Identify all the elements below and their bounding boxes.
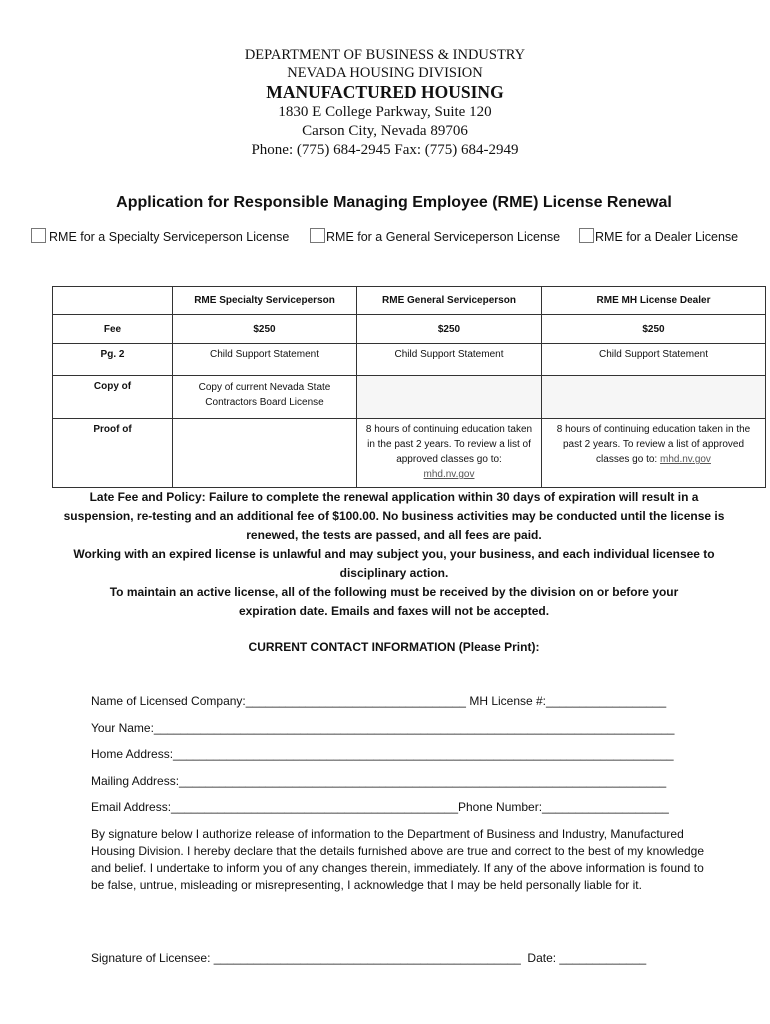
option-specialty-label: RME for a Specialty Serviceperson License: [49, 230, 290, 244]
copy-of-specialty: Copy of current Nevada State Contractors Board License: [173, 376, 357, 419]
checkbox-general[interactable]: [310, 228, 325, 243]
mailing-address-field-line[interactable]: Mailing Address:_________________________________________________________________________: [91, 774, 667, 788]
header-cell-dealer: RME MH License Dealer: [542, 287, 766, 315]
company-field-line[interactable]: Name of Licensed Company:_________________________________ MH License #:__________________: [91, 694, 667, 708]
policy-paragraph-1: Late Fee and Policy: Failure to complete the renewal application within 30 days of expiration will result in a suspension, re-testing and an additional fee of $100.00. No business activities may be conducted until the license is renewed, the tests are passed, and all fees are paid.: [63, 490, 725, 542]
table-row-fee: [53, 315, 766, 344]
pg2-general: Child Support Statement: [357, 344, 542, 376]
proof-of-specialty: [173, 419, 357, 488]
proof-of-general-text: 8 hours of continuing education taken in the past 2 years. To review a list of approved classes go to:: [365, 424, 533, 465]
pg2-dealer: Child Support Statement: [542, 344, 766, 376]
header-cell-specialty: RME Specialty Serviceperson: [173, 287, 357, 315]
option-specialty[interactable]: [31, 229, 289, 244]
requirements-table: [52, 286, 766, 488]
home-address-field-line[interactable]: Home Address:___________________________________________________________________________: [91, 747, 674, 761]
option-general-label: RME for a General Serviceperson License: [326, 230, 561, 244]
contact-heading: CURRENT CONTACT INFORMATION (Please Print):: [248, 640, 540, 654]
option-general[interactable]: [310, 229, 560, 244]
option-dealer-label: RME for a Dealer License: [595, 230, 739, 244]
proof-of-dealer: [542, 419, 766, 488]
letterhead: [0, 46, 770, 160]
phone-fax: Phone: (775) 684-2945 Fax: (775) 684-2949: [251, 142, 519, 158]
form-title: Application for Responsible Managing Employee (RME) License Renewal: [116, 194, 672, 211]
checkbox-specialty[interactable]: [31, 228, 46, 243]
option-dealer[interactable]: [579, 229, 738, 244]
division-name: NEVADA HOUSING DIVISION: [287, 65, 483, 81]
row-label-pg2: Pg. 2: [53, 344, 173, 376]
fee-general: $250: [357, 315, 542, 344]
signature-date-line[interactable]: Signature of Licensee: ______________________________________________ Date: _____________: [91, 951, 647, 965]
policy-paragraph-2: Working with an expired license is unlawful and may subject you, your business, and each individual licensee to disciplinary action.: [73, 547, 715, 580]
your-name-field-line[interactable]: Your Name:______________________________________________________________________________: [91, 721, 675, 735]
header-cell-general: RME General Serviceperson: [357, 287, 542, 315]
fee-dealer: $250: [542, 315, 766, 344]
fee-specialty: $250: [173, 315, 357, 344]
copy-of-dealer: [542, 376, 766, 419]
declaration-paragraph: By signature below I authorize release of information to the Department of Business and Industry, Manufactured Housing Division. I hereby declare that the details furnished above are true and correct to the best of my knowledge and belief. I undertake to inform you of any changes therein, immediately. If any of the above information is found to be false, untrue, misleading or misrepresenting, I acknowledge that I may be held personally liable for it.: [91, 827, 705, 892]
email-phone-field-line[interactable]: Email Address:___________________________________________Phone Number:___________________: [91, 800, 669, 814]
table-row-pg2: [53, 344, 766, 376]
proof-of-dealer-text: 8 hours of continuing education taken in the past 2 years. To review a list of approved classes go to:: [556, 424, 751, 465]
table-row-copy-of: [53, 376, 766, 419]
row-label-proof-of: Proof of: [53, 419, 173, 488]
row-label-fee: Fee: [53, 315, 173, 344]
pg2-specialty: Child Support Statement: [173, 344, 357, 376]
street-address: 1830 E College Parkway, Suite 120: [278, 104, 492, 120]
table-row-proof-of: [53, 419, 766, 488]
city-address: Carson City, Nevada 89706: [302, 123, 468, 139]
proof-of-general: [357, 419, 542, 488]
late-fee-policy: [60, 488, 728, 621]
header-cell-blank: [53, 287, 173, 315]
checkbox-dealer[interactable]: [579, 228, 594, 243]
table-header-row: [53, 287, 766, 315]
mhd-link-general[interactable]: mhd.nv.gov: [423, 469, 475, 480]
mhd-link-dealer[interactable]: mhd.nv.gov: [659, 454, 711, 465]
policy-paragraph-3: To maintain an active license, all of the following must be received by the division on or before your expiration date. Emails and faxes will not be accepted.: [109, 585, 679, 618]
copy-of-general: [357, 376, 542, 419]
section-name: MANUFACTURED HOUSING: [266, 82, 504, 102]
row-label-copy-of: Copy of: [53, 376, 173, 419]
department-name: DEPARTMENT OF BUSINESS & INDUSTRY: [244, 47, 526, 63]
